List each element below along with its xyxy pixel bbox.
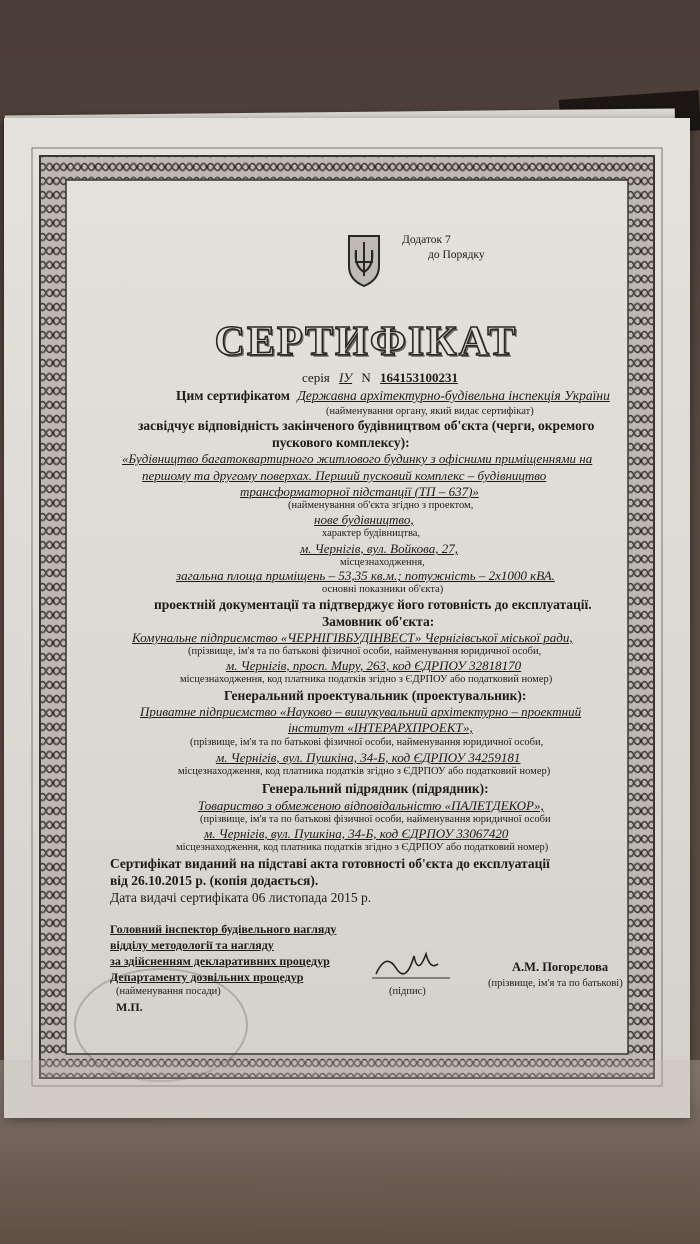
designer-address: м. Чернігів, вул. Пушкіна, 34-Б, код ЄДРПОУ 34259181 [216,750,521,765]
construction-type: нове будівництво, [314,512,414,527]
contractor-heading: Генеральний підрядник (підрядник): [262,781,489,796]
contractor-caption-2: місцезнаходження, код платника податків згідно з ЄДРПОУ або податковий номер) [176,842,549,853]
contractor-caption-1: (прізвище, ім'я та по батькові фізичної особи, найменування юридичної особи [200,814,551,825]
certifies-line-1: засвідчує відповідність закінченого будівництвом об'єкта (черги, окремого [138,418,595,433]
signature-caption: (підпис) [389,986,426,997]
issuer-name: Державна архітектурно-будівельна інспекція України [297,388,610,403]
signatory-name: А.М. Погорєлова [512,960,609,974]
position-caption: (найменування посади) [116,986,221,997]
mp-mark: М.П. [116,1000,143,1014]
customer-name: Комунальне підприємство «ЧЕРНІГІВБУДІНВЕСТ» Чернігівської міської ради, [132,630,573,645]
issuer-caption: (найменування органу, який видає сертифікат) [326,406,534,417]
object-caption: (найменування об'єкта згідно з проектом, [288,500,474,511]
contractor-name: Товариство з обмеженою відповідальністю «ПАЛЕТДЕКОР», [198,798,544,813]
object-line-2: першому та другому поверхах. Перший пусковий комплекс – будівництво [142,468,547,483]
designer-caption-1: (прізвище, ім'я та по батькові фізичної особи, найменування юридичної особи, [190,737,544,748]
certificate-number: 164153100231 [380,370,459,385]
basis-line-1: Сертифікат виданий на підставі акта готовності об'єкта до експлуатації [110,856,550,871]
number-label: N [361,370,371,385]
certificate-sheet [4,118,690,1118]
contractor-address: м. Чернігів, вул. Пушкіна, 34-Б, код ЄДРПОУ 33067420 [204,826,509,841]
signature-icon [372,946,452,982]
designer-name-2: інститут «ІНТЕРАРХПРОЕКТ», [288,720,473,735]
certifies-line-2: пускового комплексу): [272,435,410,450]
signatory-line-3: за здійсненням декларативних процедур [110,954,330,968]
project-line: проектній документації та підтверджує його готовність до експлуатації. [154,597,592,612]
object-line-1: «Будівництво багатоквартирного житлового будинку з офісними приміщеннями на [122,451,593,466]
annex-line-2: до Порядку [428,249,485,261]
series-value: ІУ [339,370,353,385]
basis-line-2: від 26.10.2015 р. (копія додається). [110,873,319,888]
issue-date: Дата видачі сертифіката 06 листопада 2015 р. [110,890,372,905]
customer-address: м. Чернігів, просп. Миру, 263, код ЄДРПОУ 32818170 [226,658,522,673]
issuer-prefix: Цим сертифікатом [176,388,290,403]
object-line-3: трансформаторної підстанції (ТП – 637)» [240,484,479,499]
customer-caption-1: (прізвище, ім'я та по батькові фізичної особи, найменування юридичної особи, [188,646,542,657]
certificate-title: СЕРТИФІКАТ [214,319,518,365]
object-location: м. Чернігів, вул. Войкова, 27, [300,541,458,556]
signatory-line-4: Департаменту дозвільних процедур [110,970,304,984]
designer-caption-2: місцезнаходження, код платника податків згідно з ЄДРПОУ або податковий номер) [178,766,551,777]
object-indicators: загальна площа приміщень – 53,35 кв.м.; потужність – 2х1000 кВА. [176,568,555,583]
annex-line-1: Додаток 7 [402,234,451,246]
customer-caption-2: місцезнаходження, код платника податків згідно з ЄДРПОУ або податковий номер) [180,674,553,685]
issuer-row [176,388,610,404]
construction-caption: характер будівництва, [322,528,421,539]
name-caption: (прізвище, ім'я та по батькові) [488,978,623,989]
signatory-line-1: Головний інспектор будівельного нагляду [110,922,337,936]
series-label: серія [302,370,330,385]
designer-name-1: Приватне підприємство «Науково – вишукувальний архітектурно – проектний [140,704,582,719]
customer-heading: Замовник об'єкта: [322,614,435,629]
plastic-sleeve [0,1060,700,1244]
signatory-line-2: відділу методології та нагляду [110,938,274,952]
series-row [302,370,458,386]
indicators-caption: основні показники об'єкта) [322,584,444,595]
designer-heading: Генеральний проектувальник (проектувальник): [224,688,527,703]
location-caption: місцезнаходження, [340,557,425,568]
